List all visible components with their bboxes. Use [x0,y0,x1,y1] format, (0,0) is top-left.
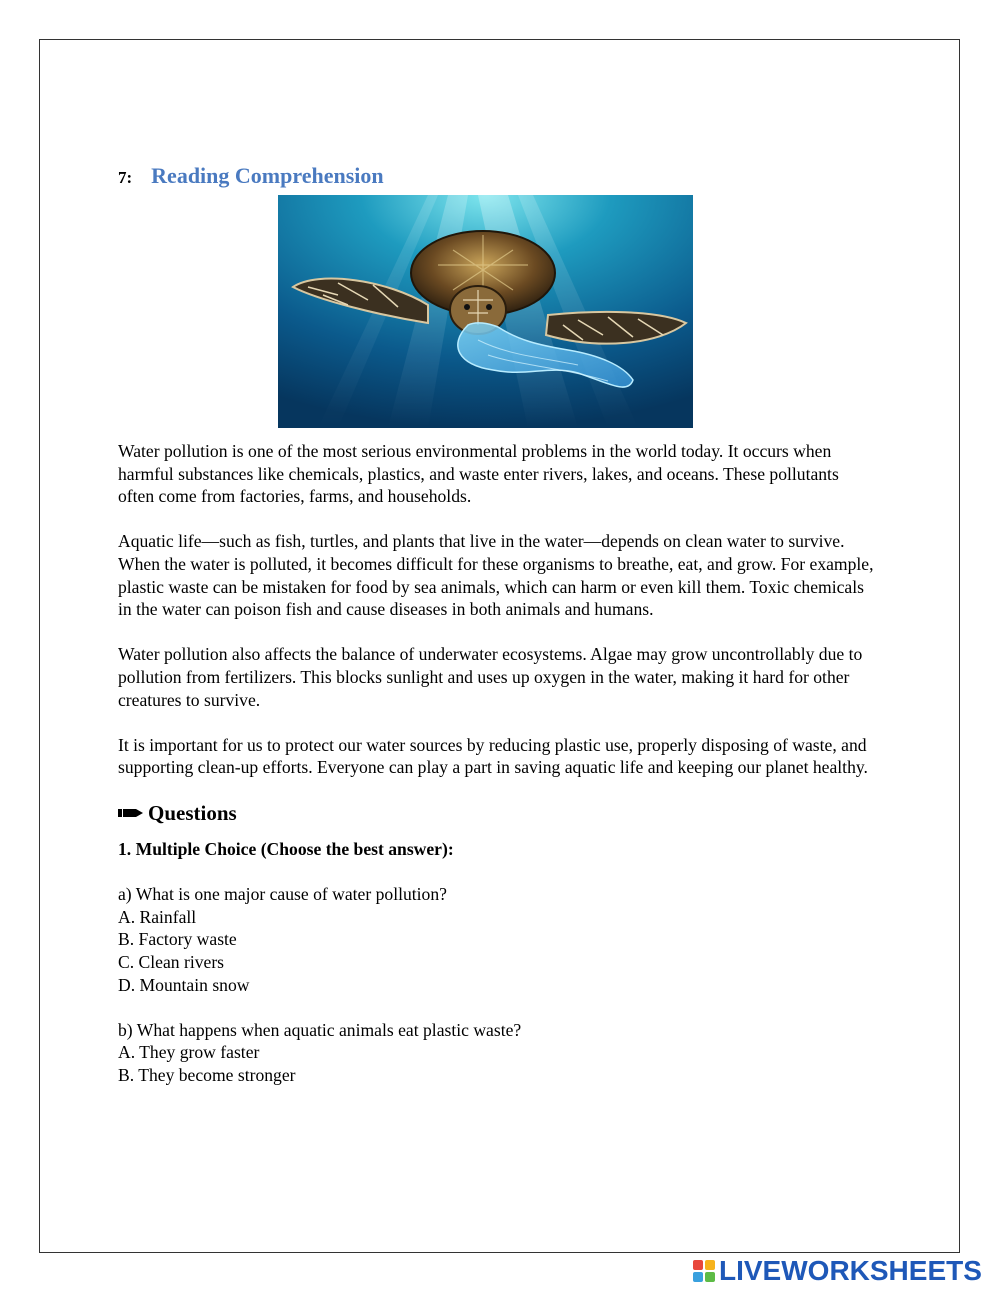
liveworksheets-logo-icon [693,1260,715,1282]
section-title: Reading Comprehension [151,163,384,188]
answer-option[interactable]: A. They grow faster [118,1042,260,1063]
answer-option[interactable]: B. They become stronger [118,1065,296,1086]
passage-paragraph-1: Water pollution is one of the most serious environmental problems in the world today. It occurs when harmful substances like chemicals, plastics, and waste enter rivers, lakes, and oceans. These pollutants often come from factories, farms, and households. [118,441,839,507]
liveworksheets-brand[interactable] [693,1256,982,1286]
questions-heading [118,802,878,825]
passage-paragraph-3: Water pollution also affects the balance of underwater ecosystems. Algae may grow uncontrollably due to pollution from fertilizers. This blocks sunlight and uses up oxygen in the water, making it hard for other creatures to survive. [118,644,863,710]
questions-title: Questions [148,800,237,825]
question-prompt: a) What is one major cause of water pollution? [118,884,447,905]
logo-square-red [693,1260,703,1270]
question-a [118,883,878,996]
content [118,440,878,1109]
section-heading [118,163,384,189]
question-prompt: b) What happens when aquatic animals eat plastic waste? [118,1019,522,1040]
answer-option[interactable]: C. Clean rivers [118,952,225,973]
section-number: 7: [118,168,133,187]
logo-square-green [705,1272,715,1282]
passage-paragraph-4: It is important for us to protect our water sources by reducing plastic use, properly disposing of waste, and supporting clean-up efforts. Everyone can play a part in saving aquatic life and keeping our planet healthy. [118,734,868,778]
turtle-image [278,195,693,428]
pencil-icon [118,802,144,825]
answer-option[interactable]: A. Rainfall [118,906,197,927]
question-b [118,1019,878,1087]
answer-option[interactable]: B. Factory waste [118,929,237,950]
logo-square-yellow [705,1260,715,1270]
multiple-choice-heading: 1. Multiple Choice (Choose the best answer): [118,839,454,860]
brand-text: LIVEWORKSHEETS [719,1255,982,1286]
passage-paragraph-2: Aquatic life—such as fish, turtles, and plants that live in the water—depends on clean water to survive. When the water is polluted, it becomes difficult for these organisms to breathe, eat, and grow. For example, plastic waste can be mistaken for food by sea animals, which can harm or even kill them. Toxic chemicals in the water can poison fish and cause diseases in both animals and humans. [118,531,874,620]
logo-square-blue [693,1272,703,1282]
answer-option[interactable]: D. Mountain snow [118,974,250,995]
